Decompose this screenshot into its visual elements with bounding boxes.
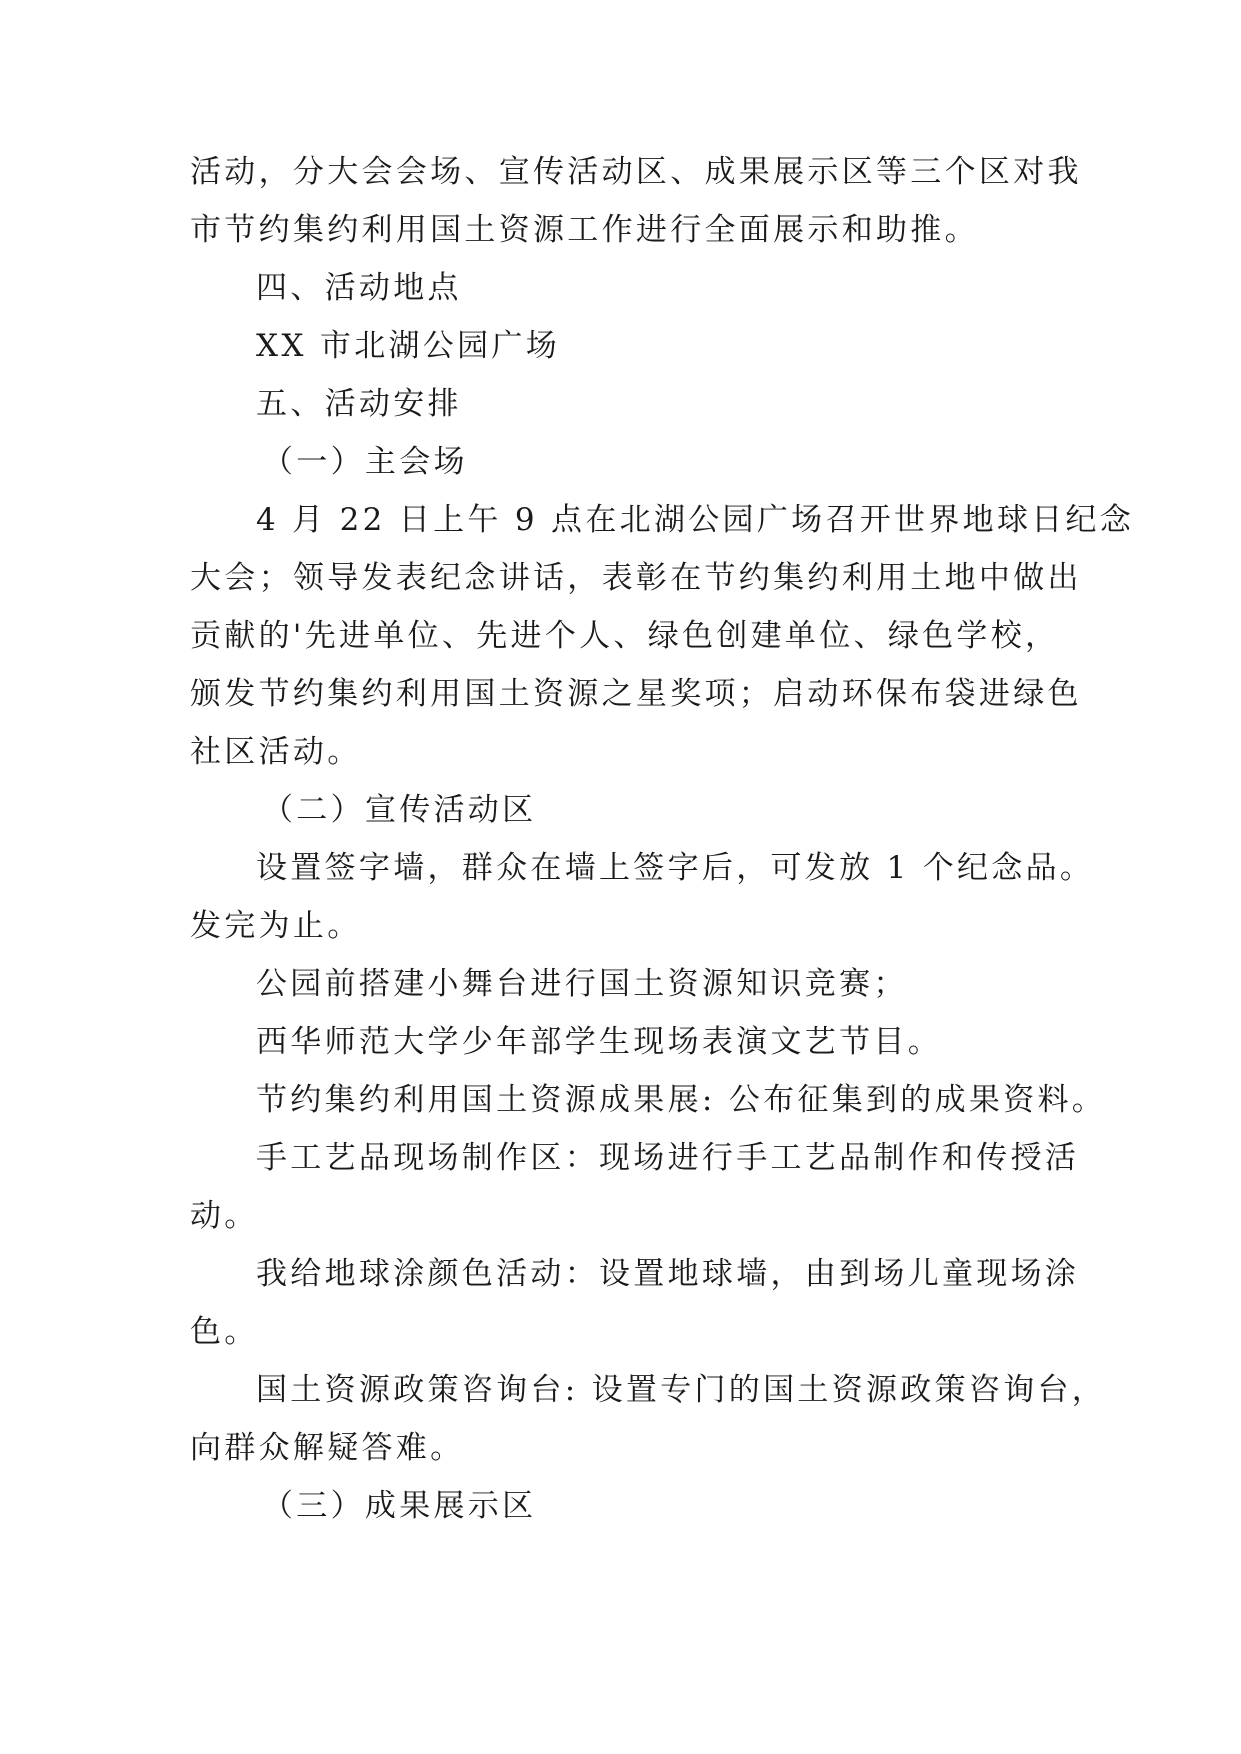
section-heading: 四、活动地点 — [256, 270, 462, 306]
body-text-line: 社区活动。 — [190, 734, 362, 770]
body-text-line: 市节约集约利用国土资源工作进行全面展示和助推。 — [190, 212, 979, 248]
body-text-line: 颁发节约集约利用国土资源之星奖项；启动环保布袋进绿色 — [190, 676, 1082, 712]
body-text-line: 贡献的'先进单位、先进个人、绿色创建单位、绿色学校， — [190, 618, 1060, 654]
body-text-line: 大会；领导发表纪念讲话，表彰在节约集约利用土地中做出 — [190, 560, 1082, 596]
body-text-line: XX 市北湖公园广场 — [256, 328, 560, 364]
body-text-line: 动。 — [190, 1198, 259, 1234]
body-text-line: 公园前搭建小舞台进行国土资源知识竞赛； — [256, 966, 908, 1002]
section-heading: 五、活动安排 — [256, 386, 462, 422]
body-text-line: 4 月 22 日上午 9 点在北湖公园广场召开世界地球日纪念 — [256, 502, 1135, 538]
subsection-heading: （三）成果展示区 — [262, 1488, 537, 1524]
body-text-line: 节约集约利用国土资源成果展: 公布征集到的成果资料。 — [256, 1082, 1107, 1118]
body-text-line: 发完为止。 — [190, 908, 362, 944]
body-text-line: 活动，分大会会场、宣传活动区、成果展示区等三个区对我 — [190, 154, 1082, 190]
subsection-heading: （一）主会场 — [262, 444, 468, 480]
body-text-line: 色。 — [190, 1314, 259, 1350]
body-text-line: 国土资源政策咨询台: 设置专门的国土资源政策咨询台， — [256, 1372, 1107, 1408]
body-text-line: 西华师范大学少年部学生现场表演文艺节目。 — [256, 1024, 942, 1060]
subsection-heading: （二）宣传活动区 — [262, 792, 537, 828]
body-text-line: 设置签字墙，群众在墙上签字后，可发放 1 个纪念品。 — [256, 850, 1095, 886]
body-text-line: 手工艺品现场制作区：现场进行手工艺品制作和传授活 — [256, 1140, 1080, 1176]
body-text-line: 我给地球涂颜色活动：设置地球墙，由到场儿童现场涂 — [256, 1256, 1080, 1292]
body-text-line: 向群众解疑答难。 — [190, 1430, 465, 1466]
